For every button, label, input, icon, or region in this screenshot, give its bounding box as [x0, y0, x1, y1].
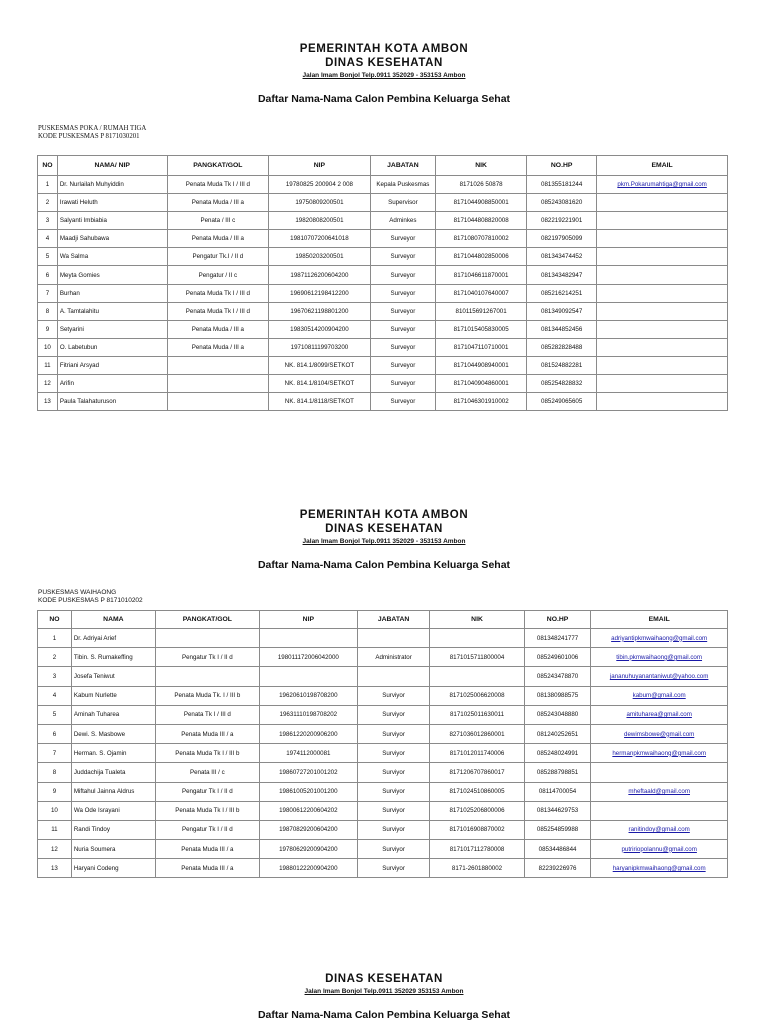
doc3-title: Daftar Nama-Nama Calon Pembina Keluarga Sehat: [257, 1009, 511, 1021]
doc2-dept-heading: DINAS KESEHATAN: [325, 523, 443, 535]
table-cell: 8171044802850006: [436, 248, 527, 266]
table-cell: 085288798851: [524, 763, 591, 782]
table-cell: Surveyor: [370, 248, 435, 266]
table-cell: Paula Talahaturuson: [57, 393, 167, 411]
table-cell: 19850203200501: [269, 248, 371, 266]
table-cell: 081355181244: [527, 176, 597, 194]
doc3-dept-heading: DINAS KESEHATAN: [325, 973, 443, 985]
table-row: [38, 176, 728, 194]
table-cell: 082197905099: [527, 230, 597, 248]
table-cell: 6: [38, 724, 72, 743]
email-link[interactable]: adriyantipkmwaihaong@gmail.com: [591, 629, 728, 648]
table-cell: Surveyor: [370, 393, 435, 411]
table-cell: Herman. S. Ojamin: [71, 744, 155, 763]
email-link: [597, 393, 728, 411]
table-cell: 085216214251: [527, 284, 597, 302]
doc2-unit-info: [0, 589, 768, 605]
table-cell: 085254828832: [527, 375, 597, 393]
table-cell: 10: [38, 801, 72, 820]
table-cell: 085254859988: [524, 820, 591, 839]
table-row: [38, 744, 728, 763]
table-cell: Surviyor: [357, 782, 429, 801]
table-cell: 3: [38, 212, 58, 230]
table-cell: 8171017112780008: [430, 840, 525, 859]
email-link[interactable]: mheftaald@gmail.com: [591, 782, 728, 801]
table-row: [38, 375, 728, 393]
table-cell: Dewi. S. Masbowe: [71, 724, 155, 743]
email-link: [597, 302, 728, 320]
table-row: [38, 724, 728, 743]
email-link[interactable]: ranitindoy@gmail.com: [591, 820, 728, 839]
table-row: [38, 284, 728, 302]
table-cell: [357, 667, 429, 686]
table-cell: Penata Muda III / a: [155, 859, 259, 878]
table-cell: 8171025011630011: [430, 705, 525, 724]
table-cell: 08114700054: [524, 782, 591, 801]
table-cell: Surviyor: [357, 686, 429, 705]
table-cell: 081343482947: [527, 266, 597, 284]
table-cell: 081380988575: [524, 686, 591, 705]
table-cell: Penata Muda Tk I / III d: [167, 284, 269, 302]
table-cell: Administrator: [357, 648, 429, 667]
table-cell: Surviyor: [357, 744, 429, 763]
column-header: NIK: [436, 156, 527, 176]
column-header: PANGKAT/GOL: [167, 156, 269, 176]
table-cell: Nuria Soumera: [71, 840, 155, 859]
table-row: [38, 648, 728, 667]
table-cell: 8171044808820008: [436, 212, 527, 230]
column-header: JABATAN: [357, 611, 429, 629]
table-cell: 085248024991: [524, 744, 591, 763]
email-link: [597, 375, 728, 393]
table-cell: 2: [38, 194, 58, 212]
table-row: [38, 801, 728, 820]
table-cell: 8171026 50878: [436, 176, 527, 194]
table-row: [38, 763, 728, 782]
email-link: [597, 320, 728, 338]
table-cell: Meyta Gomies: [57, 266, 167, 284]
table-cell: Dr. Nurlailah Muhyiddin: [57, 176, 167, 194]
table-cell: 5: [38, 705, 72, 724]
column-header: NAMA/ NIP: [57, 156, 167, 176]
email-link[interactable]: haryanipkmwaihaong@gmail.com: [591, 859, 728, 878]
table-cell: Dr. Adriyai Arief: [71, 629, 155, 648]
table-cell: Penata Muda Tk I / III d: [167, 176, 269, 194]
table-cell: Irawati Heluth: [57, 194, 167, 212]
table-cell: 085249065605: [527, 393, 597, 411]
table-cell: 19860727201001202: [259, 763, 357, 782]
table-cell: Josefa Teniwut: [71, 667, 155, 686]
table-cell: 19820808200501: [269, 212, 371, 230]
table-cell: 198011172006042000: [259, 648, 357, 667]
table-cell: 8171015405830005: [436, 320, 527, 338]
table-cell: Penata Muda Tk I / III b: [155, 801, 259, 820]
table-cell: 8171-2601880002: [430, 859, 525, 878]
doc2-gov-heading: PEMERINTAH KOTA AMBON: [299, 509, 469, 521]
table-cell: NK. 814.1/8099/SETKOT: [269, 356, 371, 374]
doc2-header-row: [38, 611, 728, 629]
table-cell: 3: [38, 667, 72, 686]
table-cell: 19690612198412200: [269, 284, 371, 302]
doc1-unit-info: [0, 125, 768, 141]
table-cell: Kepala Puskesmas: [370, 176, 435, 194]
table-cell: 19861005201001200: [259, 782, 357, 801]
table-cell: 19631110198708202: [259, 705, 357, 724]
table-cell: 19780825 200904 2 008: [269, 176, 371, 194]
table-cell: 19861220200906200: [259, 724, 357, 743]
column-header: NIP: [259, 611, 357, 629]
table-cell: Fitriani Arsyad: [57, 356, 167, 374]
table-cell: 085243048880: [524, 705, 591, 724]
table-cell: 08534486844: [524, 840, 591, 859]
table-cell: 8171012011740006: [430, 744, 525, 763]
table-cell: Pengatur Tk I / II d: [155, 820, 259, 839]
table-cell: [167, 375, 269, 393]
table-cell: 19710811199703200: [269, 338, 371, 356]
email-link: [597, 212, 728, 230]
email-link: [597, 356, 728, 374]
table-cell: Surviyor: [357, 859, 429, 878]
column-header: NIK: [430, 611, 525, 629]
table-cell: Wa Salma: [57, 248, 167, 266]
table-cell: 8171040904860001: [436, 375, 527, 393]
table-cell: Burhan: [57, 284, 167, 302]
table-cell: 081344852456: [527, 320, 597, 338]
table-cell: 6: [38, 266, 58, 284]
table-cell: 081524882281: [527, 356, 597, 374]
table-cell: 081348241777: [524, 629, 591, 648]
table-cell: [155, 629, 259, 648]
table-cell: [259, 629, 357, 648]
doc2-title: Daftar Nama-Nama Calon Pembina Keluarga Sehat: [257, 559, 511, 571]
column-header: NAMA: [71, 611, 155, 629]
table-cell: Kabum Nurlette: [71, 686, 155, 705]
table-cell: 8: [38, 763, 72, 782]
table-cell: A. Tamtalahitu: [57, 302, 167, 320]
table-cell: Juddachija Tualeta: [71, 763, 155, 782]
table-cell: 11: [38, 356, 58, 374]
doc2-address: Jalan Imam Bonjol Telp.0911 352029 - 353153 Ambon: [302, 538, 466, 545]
column-header: NO: [38, 611, 72, 629]
doc1-header-row: [38, 156, 728, 176]
table-cell: Miftahul Jainna Aldrus: [71, 782, 155, 801]
table-cell: 8171044908940001: [436, 356, 527, 374]
table-cell: 081240252651: [524, 724, 591, 743]
table-row: [38, 840, 728, 859]
table-cell: Penata Muda / III a: [167, 194, 269, 212]
table-cell: 8171047110710001: [436, 338, 527, 356]
table-row: [38, 629, 728, 648]
table-cell: 8171080707810002: [436, 230, 527, 248]
table-cell: 19871126200604200: [269, 266, 371, 284]
doc3-address: Jalan Imam Bonjol Telp.0911 352029 353153 Ambon: [304, 988, 464, 995]
table-cell: Surveyor: [370, 302, 435, 320]
table-cell: Setyarini: [57, 320, 167, 338]
table-cell: 4: [38, 686, 72, 705]
email-link[interactable]: jananuhuyanantaniwut@yahoo.com: [591, 667, 728, 686]
table-cell: Penata Muda Tk I / III d: [167, 302, 269, 320]
table-cell: Surveyor: [370, 320, 435, 338]
table-cell: 2: [38, 648, 72, 667]
email-link: [597, 230, 728, 248]
column-header: NO.HP: [524, 611, 591, 629]
doc2-table: [37, 610, 728, 878]
table-cell: 8171025206800006: [430, 801, 525, 820]
table-cell: Supervisor: [370, 194, 435, 212]
table-cell: 8: [38, 302, 58, 320]
table-cell: Penata Muda Tk I / III b: [155, 744, 259, 763]
table-cell: Penata Muda III / a: [155, 724, 259, 743]
table-cell: 1974112000081: [259, 744, 357, 763]
table-cell: 081344629753: [524, 801, 591, 820]
table-cell: Surviyor: [357, 820, 429, 839]
table-cell: 810115691267001: [436, 302, 527, 320]
table-cell: Penata Muda / III a: [167, 320, 269, 338]
email-link[interactable]: pkm.Pokarumahtiga@gmail.com: [597, 176, 728, 194]
table-cell: 8171046301910002: [436, 393, 527, 411]
table-cell: 19800612200604202: [259, 801, 357, 820]
email-link[interactable]: tibin.pkmwaihaong@gmail.com: [591, 648, 728, 667]
table-cell: Penata Muda Tk. I / III b: [155, 686, 259, 705]
table-cell: 13: [38, 393, 58, 411]
table-cell: 1: [38, 629, 72, 648]
table-cell: Salyanti Imbiabia: [57, 212, 167, 230]
table-cell: Surveyor: [370, 266, 435, 284]
table-cell: [259, 667, 357, 686]
email-link: [597, 248, 728, 266]
doc2-unit-code: KODE PUSKESMAS P 8171010202: [38, 597, 143, 604]
table-cell: 10: [38, 338, 58, 356]
table-cell: 7: [38, 284, 58, 302]
doc2-unit-name: PUSKESMAS WAIHAONG: [38, 589, 117, 596]
table-row: [38, 356, 728, 374]
table-cell: Surveyor: [370, 284, 435, 302]
table-cell: Surveyor: [370, 375, 435, 393]
email-link: [591, 763, 728, 782]
table-cell: O. Labetubun: [57, 338, 167, 356]
table-cell: 19620610198708200: [259, 686, 357, 705]
table-cell: Penata Muda / III a: [167, 230, 269, 248]
table-row: [38, 230, 728, 248]
table-row: [38, 820, 728, 839]
table-row: [38, 266, 728, 284]
table-row: [38, 248, 728, 266]
table-cell: Surveyor: [370, 338, 435, 356]
email-link: [597, 194, 728, 212]
email-link[interactable]: dewimsbowe@gmail.com: [591, 724, 728, 743]
table-row: [38, 705, 728, 724]
table-cell: Penata Tk I / III d: [155, 705, 259, 724]
table-row: [38, 212, 728, 230]
table-row: [38, 393, 728, 411]
table-cell: 9: [38, 320, 58, 338]
email-link[interactable]: putririopolannu@gmail.com: [591, 840, 728, 859]
column-header: PANGKAT/GOL: [155, 611, 259, 629]
table-cell: 7: [38, 744, 72, 763]
table-cell: Surviyor: [357, 763, 429, 782]
table-cell: 1: [38, 176, 58, 194]
table-row: [38, 320, 728, 338]
table-cell: 19880122200904200: [259, 859, 357, 878]
table-cell: 8171206707860017: [430, 763, 525, 782]
table-cell: Surviyor: [357, 801, 429, 820]
email-link: [597, 266, 728, 284]
table-cell: Penata / III c: [167, 212, 269, 230]
doc1-dept-heading: DINAS KESEHATAN: [325, 57, 443, 69]
table-cell: [430, 667, 525, 686]
table-cell: 12: [38, 375, 58, 393]
table-cell: 5: [38, 248, 58, 266]
table-cell: Pengatur Tk.I / II d: [167, 248, 269, 266]
column-header: JABATAN: [370, 156, 435, 176]
table-cell: 085249601006: [524, 648, 591, 667]
doc1-unit-code: KODE PUSKESMAS P 8171030201: [38, 133, 140, 140]
table-cell: Wa Ode Israyani: [71, 801, 155, 820]
table-cell: Surveyor: [370, 356, 435, 374]
table-cell: 19870829200604200: [259, 820, 357, 839]
table-cell: Tibin. S. Rumakeffing: [71, 648, 155, 667]
table-cell: 8271036012860001: [430, 724, 525, 743]
table-cell: 8171024510860005: [430, 782, 525, 801]
table-cell: Surviyor: [357, 840, 429, 859]
table-row: [38, 667, 728, 686]
table-cell: 19830514200904200: [269, 320, 371, 338]
table-cell: 11: [38, 820, 72, 839]
doc1-table: [37, 155, 728, 411]
doc1-header: [0, 42, 768, 105]
table-cell: Randi Tindoy: [71, 820, 155, 839]
doc2-table-body: [38, 629, 728, 878]
column-header: EMAIL: [591, 611, 728, 629]
table-cell: 8171016908870002: [430, 820, 525, 839]
table-row: [38, 338, 728, 356]
table-cell: 8171046611870001: [436, 266, 527, 284]
table-cell: Haryani Codeng: [71, 859, 155, 878]
table-cell: NK. 814.1/8104/SETKOT: [269, 375, 371, 393]
table-cell: 082219221901: [527, 212, 597, 230]
table-cell: Penata Muda III / a: [155, 840, 259, 859]
table-cell: Surviyor: [357, 724, 429, 743]
table-cell: Penata III / c: [155, 763, 259, 782]
doc3-header: [0, 972, 768, 1021]
table-row: [38, 782, 728, 801]
table-cell: 085282828488: [527, 338, 597, 356]
table-cell: 085243081620: [527, 194, 597, 212]
table-cell: Adminkes: [370, 212, 435, 230]
table-cell: [167, 356, 269, 374]
email-link[interactable]: hermanpkmwaihaong@gmail.com: [591, 744, 728, 763]
table-cell: [357, 629, 429, 648]
table-cell: 19780629200904200: [259, 840, 357, 859]
table-cell: 081343474452: [527, 248, 597, 266]
table-cell: Maadji Sahubawa: [57, 230, 167, 248]
doc1-gov-heading: PEMERINTAH KOTA AMBON: [299, 43, 469, 55]
table-cell: NK. 814.1/8118/SETKOT: [269, 393, 371, 411]
table-cell: [155, 667, 259, 686]
doc1-title: Daftar Nama-Nama Calon Pembina Keluarga Sehat: [257, 93, 511, 105]
table-cell: 12: [38, 840, 72, 859]
email-link: [597, 338, 728, 356]
table-cell: Pengatur Tk I / II d: [155, 782, 259, 801]
table-cell: [167, 393, 269, 411]
email-link[interactable]: amituharea@gmail.com: [591, 705, 728, 724]
doc1-table-body: [38, 176, 728, 411]
email-link: [597, 284, 728, 302]
doc2-header: [0, 508, 768, 571]
table-cell: 13: [38, 859, 72, 878]
table-row: [38, 194, 728, 212]
doc1-unit-name: PUSKESMAS POKA / RUMAH TIGA: [38, 125, 147, 132]
table-cell: Penata Muda / III a: [167, 338, 269, 356]
table-row: [38, 302, 728, 320]
table-cell: Surveyor: [370, 230, 435, 248]
email-link: [591, 801, 728, 820]
table-cell: 19750809200501: [269, 194, 371, 212]
table-cell: 8171025006620008: [430, 686, 525, 705]
column-header: NIP: [269, 156, 371, 176]
column-header: NO.HP: [527, 156, 597, 176]
table-cell: 19810707200641018: [269, 230, 371, 248]
table-cell: 9: [38, 782, 72, 801]
column-header: NO: [38, 156, 58, 176]
table-cell: 081349092547: [527, 302, 597, 320]
table-cell: 8171015711800004: [430, 648, 525, 667]
table-row: [38, 686, 728, 705]
table-row: [38, 859, 728, 878]
doc1-address: Jalan Imam Bonjol Telp.0911 352029 - 353153 Ambon: [302, 72, 466, 79]
table-cell: 19670621198801200: [269, 302, 371, 320]
table-cell: 8171040107640007: [436, 284, 527, 302]
table-cell: Pengatur Tk I / II d: [155, 648, 259, 667]
table-cell: [430, 629, 525, 648]
table-cell: 4: [38, 230, 58, 248]
table-cell: 8171044908850001: [436, 194, 527, 212]
email-link[interactable]: kabum@gmail.com: [591, 686, 728, 705]
table-cell: Surviyor: [357, 705, 429, 724]
table-cell: Aminah Tuharea: [71, 705, 155, 724]
table-cell: Arifin: [57, 375, 167, 393]
table-cell: 82239226976: [524, 859, 591, 878]
table-cell: Pengatur / II c: [167, 266, 269, 284]
table-cell: 085243478870: [524, 667, 591, 686]
column-header: EMAIL: [597, 156, 728, 176]
